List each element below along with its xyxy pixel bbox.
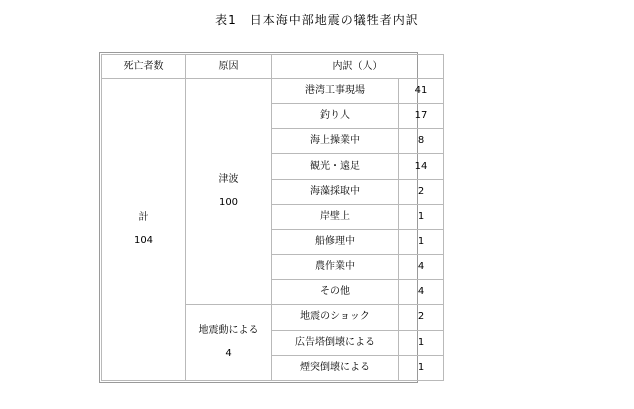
header-deaths: 死亡者数 xyxy=(102,55,186,79)
header-row xyxy=(102,55,444,79)
breakdown-label: 港湾工事現場 xyxy=(272,79,399,104)
breakdown-value: 2 xyxy=(399,305,444,330)
breakdown-label: 広告塔倒壊による xyxy=(272,330,399,355)
breakdown-value: 17 xyxy=(399,104,444,129)
breakdown-value: 14 xyxy=(399,154,444,179)
breakdown-label: その他 xyxy=(272,280,399,305)
cause-cell-ground-motion xyxy=(186,305,272,381)
breakdown-value: 4 xyxy=(399,255,444,280)
total-label: 計 xyxy=(138,212,149,223)
breakdown-label: 煙突倒壊による xyxy=(272,355,399,380)
breakdown-value: 1 xyxy=(399,204,444,229)
breakdown-value: 8 xyxy=(399,129,444,154)
header-cause: 原因 xyxy=(186,55,272,79)
header-breakdown: 内訳（人） xyxy=(272,55,444,79)
cause-count: 100 xyxy=(218,197,239,209)
breakdown-value: 1 xyxy=(399,229,444,254)
total-value: 104 xyxy=(133,235,154,246)
cause-cell-tsunami xyxy=(186,79,272,305)
breakdown-label: 岸壁上 xyxy=(272,204,399,229)
table-caption: 表1 日本海中部地震の犠牲者内訳 xyxy=(215,13,419,27)
breakdown-label: 地震のショック xyxy=(272,305,399,330)
breakdown-value: 1 xyxy=(399,330,444,355)
cause-label: 津波 xyxy=(218,174,239,186)
breakdown-value: 4 xyxy=(399,280,444,305)
breakdown-value: 41 xyxy=(399,79,444,104)
cause-count: 4 xyxy=(225,348,232,360)
cause-label: 地震動による xyxy=(198,325,259,337)
breakdown-label: 釣り人 xyxy=(272,104,399,129)
breakdown-value: 2 xyxy=(399,179,444,204)
table-row xyxy=(102,79,444,104)
breakdown-label: 海上操業中 xyxy=(272,129,399,154)
total-cell xyxy=(102,79,186,381)
breakdown-label: 海藻採取中 xyxy=(272,179,399,204)
breakdown-value: 1 xyxy=(399,355,444,380)
casualty-table xyxy=(101,54,444,381)
breakdown-label: 農作業中 xyxy=(272,255,399,280)
breakdown-label: 観光・遠足 xyxy=(272,154,399,179)
breakdown-label: 船修理中 xyxy=(272,229,399,254)
